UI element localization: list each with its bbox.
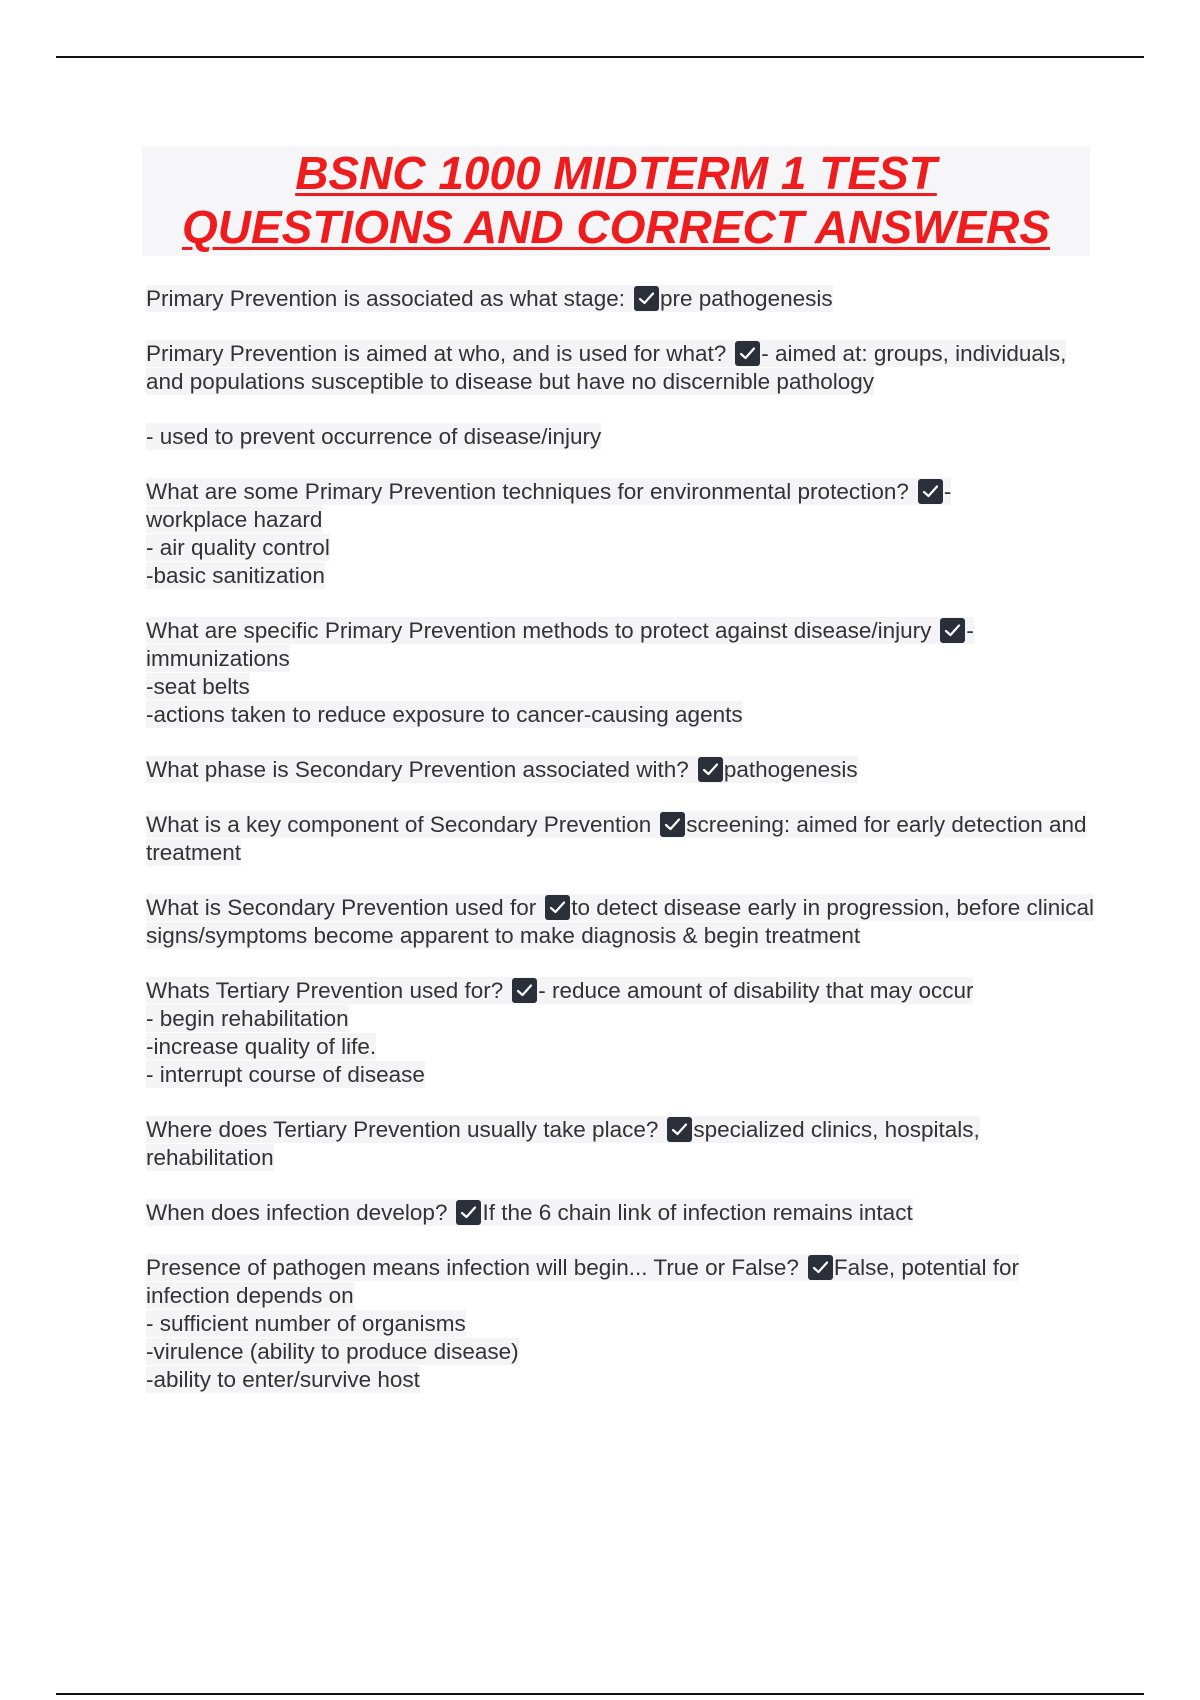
qa-item bbox=[146, 756, 1096, 784]
title-line-2: QUESTIONS AND CORRECT ANSWERS bbox=[181, 201, 1051, 253]
answer-text: - air quality control bbox=[146, 535, 330, 560]
answer-text: False, potential for infection depends on bbox=[146, 1255, 1019, 1308]
qa-item bbox=[146, 977, 1096, 1089]
question-text: What are some Primary Prevention techniques for environmental protection? bbox=[146, 479, 909, 504]
checkmark-icon bbox=[918, 479, 943, 504]
qa-item bbox=[146, 617, 1096, 729]
document-title bbox=[142, 146, 1090, 256]
answer-text: - begin rehabilitation bbox=[146, 1006, 349, 1031]
answer-text: immunizations bbox=[146, 646, 290, 671]
checkmark-icon bbox=[808, 1255, 833, 1280]
question-text: What phase is Secondary Prevention associated with? bbox=[146, 757, 689, 782]
checkmark-icon bbox=[735, 341, 760, 366]
footer-rule bbox=[56, 1693, 1144, 1695]
answer-text: -seat belts bbox=[146, 674, 250, 699]
qa-item bbox=[146, 1254, 1096, 1394]
title-line-1: BSNC 1000 MIDTERM 1 TEST bbox=[295, 147, 937, 199]
checkmark-icon bbox=[545, 895, 570, 920]
answer-text: pathogenesis bbox=[723, 757, 858, 782]
answer-text: -virulence (ability to produce disease) bbox=[146, 1339, 519, 1364]
answer-text: - sufficient number of organisms bbox=[146, 1311, 466, 1336]
answer-text: - bbox=[943, 479, 952, 504]
header-rule bbox=[56, 56, 1144, 58]
checkmark-icon bbox=[660, 812, 685, 837]
checkmark-icon bbox=[940, 618, 965, 643]
question-text: Presence of pathogen means infection will begin... True or False? bbox=[146, 1255, 799, 1280]
answer-text: -increase quality of life. bbox=[146, 1034, 377, 1059]
question-text: What is Secondary Prevention used for bbox=[146, 895, 537, 920]
answer-text: workplace hazard bbox=[146, 507, 323, 532]
question-text: What are specific Primary Prevention methods to protect against disease/injury bbox=[146, 618, 932, 643]
qa-item bbox=[146, 285, 1096, 313]
answer-text: screening: aimed for early detection and treatment bbox=[146, 812, 1087, 865]
qa-item bbox=[146, 1199, 1096, 1227]
checkmark-icon bbox=[634, 286, 659, 311]
qa-item bbox=[146, 340, 1096, 396]
qa-item bbox=[146, 894, 1096, 950]
answer-text: - reduce amount of disability that may occur bbox=[538, 978, 974, 1003]
qa-list bbox=[146, 285, 1096, 1421]
answer-text: If the 6 chain link of infection remains intact bbox=[482, 1200, 913, 1225]
answer-text: -basic sanitization bbox=[146, 563, 325, 588]
answer-text: specialized clinics, hospitals, rehabilitation bbox=[146, 1117, 980, 1170]
qa-item bbox=[146, 811, 1096, 867]
checkmark-icon bbox=[512, 978, 537, 1003]
answer-text: - bbox=[966, 618, 974, 643]
question-text: Primary Prevention is associated as what stage: bbox=[146, 286, 625, 311]
answer-text: pre pathogenesis bbox=[659, 286, 833, 311]
question-text: When does infection develop? bbox=[146, 1200, 448, 1225]
answer-paragraph: - used to prevent occurrence of disease/injury bbox=[146, 424, 602, 449]
question-text: Where does Tertiary Prevention usually take place? bbox=[146, 1117, 659, 1142]
answer-text: -ability to enter/survive host bbox=[146, 1367, 420, 1392]
question-text: Whats Tertiary Prevention used for? bbox=[146, 978, 504, 1003]
answer-text: - aimed at: groups, individuals, and populations susceptible to disease but have no discernible pathology bbox=[146, 341, 1067, 394]
question-text: Primary Prevention is aimed at who, and is used for what? bbox=[146, 341, 727, 366]
answer-text: -actions taken to reduce exposure to cancer-causing agents bbox=[146, 702, 743, 727]
checkmark-icon bbox=[667, 1117, 692, 1142]
qa-item bbox=[146, 478, 1096, 590]
qa-item bbox=[146, 1116, 1096, 1172]
checkmark-icon bbox=[698, 757, 723, 782]
answer-text: to detect disease early in progression, before clinical signs/symptoms become apparent to make diagnosis & begin treatment bbox=[146, 895, 1094, 948]
answer-text: - interrupt course of disease bbox=[146, 1062, 425, 1087]
checkmark-icon bbox=[456, 1200, 481, 1225]
question-text: What is a key component of Secondary Prevention bbox=[146, 812, 652, 837]
